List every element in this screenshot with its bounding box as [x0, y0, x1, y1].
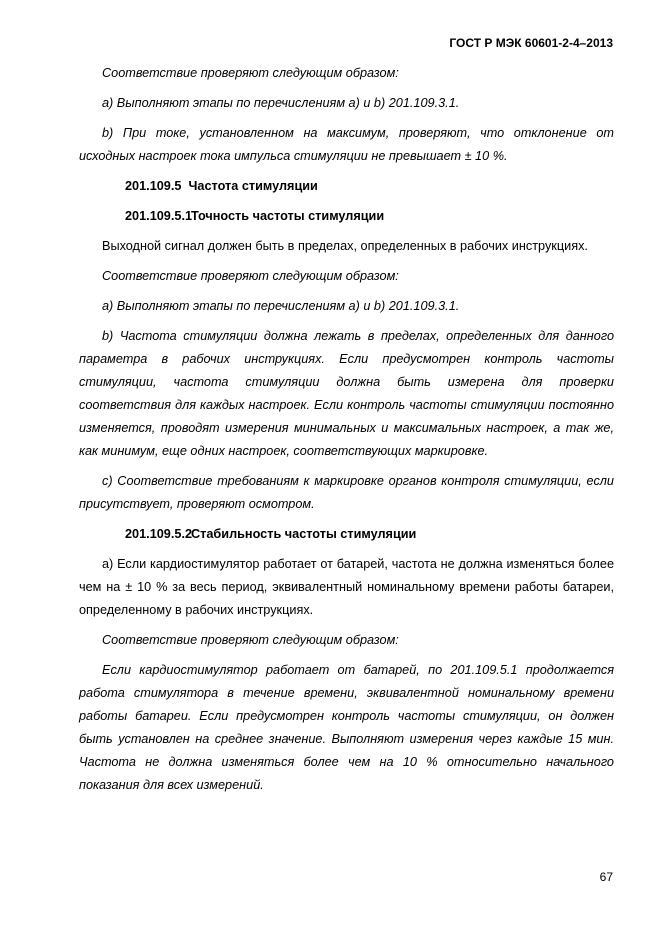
paragraph-compliance-check: Соответствие проверяют следующим образом: [102, 66, 399, 80]
paragraph-compliance-check-2: Соответствие проверяют следующим образом: [102, 269, 399, 283]
section-number: 201.109.5.1 [125, 209, 193, 223]
section-title: Точность частоты стимуляции [191, 209, 385, 223]
paragraph-battery-test: Если кардиостимулятор работает от батарей, по 201.109.5.1 продолжается работа стимулятора в течение времени, эквивалентной номинальному времени работы батареи. Если предусмотрен контроль частоты стимуляции, он должен быть установлен на среднее значение. Выполняют измерения через каждые 15 мин. Частота не должна изменяться более чем на 10 % относительно начального показания для всех измерений. [79, 663, 614, 792]
paragraph-step-b-current: b) При токе, установленном на максимум, проверяют, что отклонение от исходных настроек тока импульса стимуляции не превышает ± 10 %. [79, 126, 614, 163]
section-heading-pacing-rate [79, 175, 614, 198]
paragraph-step-b-rate: b) Частота стимуляции должна лежать в пределах, определенных для данного параметра в рабочих инструкциях. Если предусмотрен контроль частоты стимуляции, частота стимуляции должна быть измерена для проверки соответствия для каждых настроек. Если контроль частоты стимуляции постоянно изменяется, проводят измерения минимальных и максимальных настроек, а так же, как минимум, еще одних настроек, соответствующих маркировке. [79, 329, 614, 458]
section-heading-rate-accuracy [79, 205, 614, 228]
section-heading-rate-stability [79, 523, 614, 546]
paragraph-step-a: a) Выполняют этапы по перечислениям a) и b) 201.109.3.1. [102, 96, 460, 110]
section-title: Частота стимуляции [188, 179, 318, 193]
paragraph-step-a-2: a) Выполняют этапы по перечислениям a) и b) 201.109.3.1. [102, 299, 460, 313]
section-number: 201.109.5.2 [125, 527, 193, 541]
paragraph-output-signal: Выходной сигнал должен быть в пределах, определенных в рабочих инструкциях. [102, 239, 588, 253]
paragraph-compliance-check-3: Соответствие проверяют следующим образом: [102, 633, 399, 647]
page-number: 67 [599, 870, 613, 884]
page-content [79, 62, 614, 804]
paragraph-step-c-marking: c) Соответствие требованиям к маркировке органов контроля стимуляции, если присутствует, проверяют осмотром. [79, 474, 614, 511]
section-title: Стабильность частоты стимуляции [191, 527, 417, 541]
section-number: 201.109.5 [125, 179, 182, 193]
page-header-standard: ГОСТ Р МЭК 60601-2-4–2013 [449, 36, 613, 50]
paragraph-battery-requirement: a) Если кардиостимулятор работает от батарей, частота не должна изменяться более чем на ± 10 % за весь период, эквивалентный номинальному времени работы батареи, определенному в рабочих инструкциях. [79, 557, 614, 617]
